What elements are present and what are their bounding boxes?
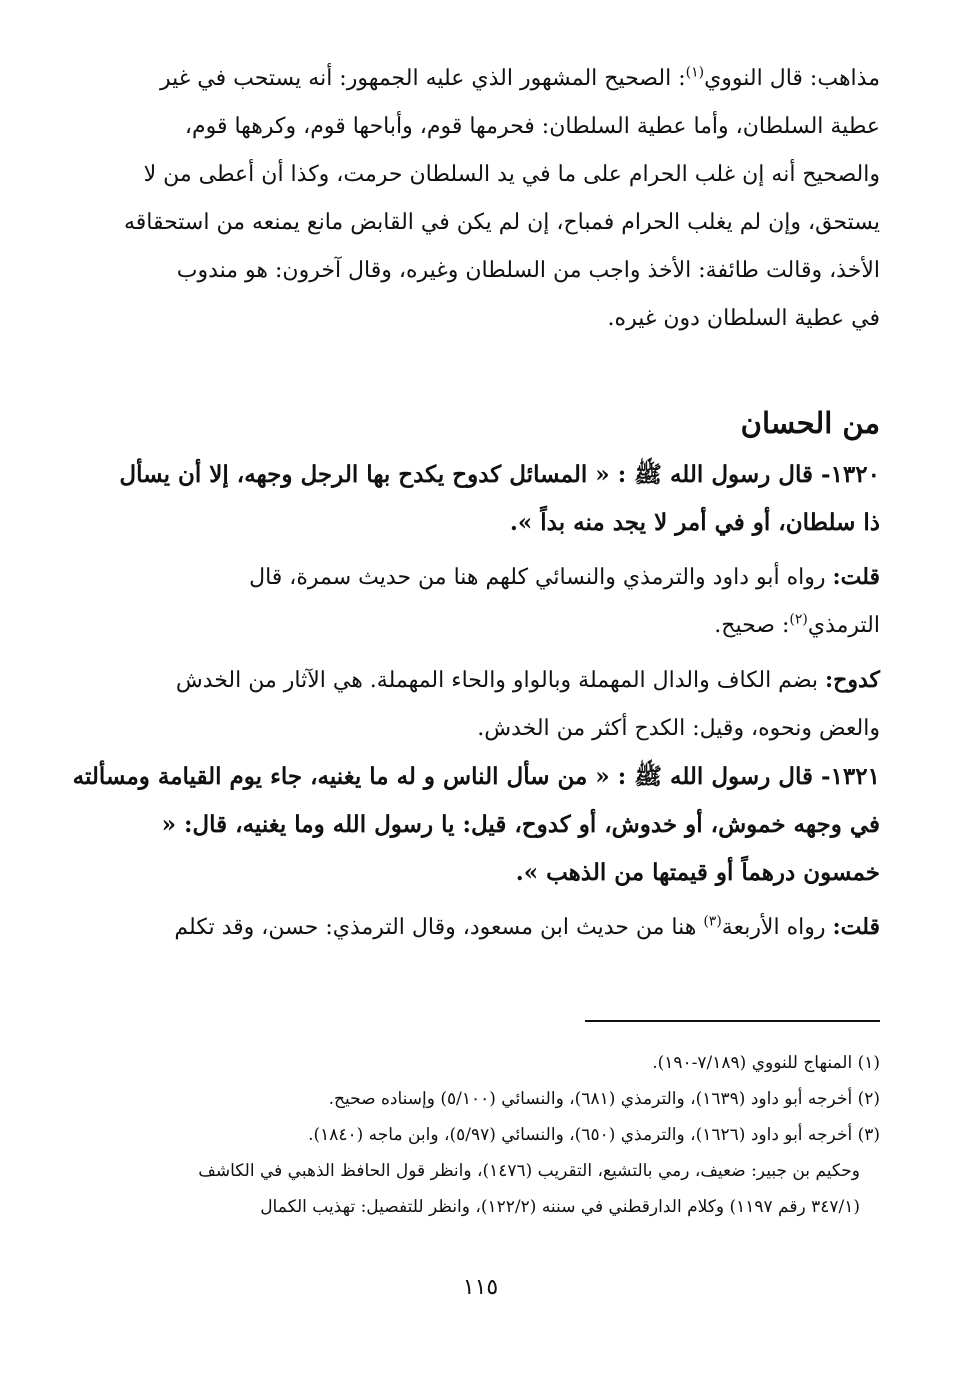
text-line: عطية السلطان، وأما عطية السلطان: فحرمها قوم، وأباحها قوم، وكرهها قوم، [184,114,880,139]
hadith-line: خمسون درهماً أو قيمتها من الذهب ». [515,859,880,886]
hadith-line: في وجهه خموش، أو خدوش، أو كدوح، قيل: يا رسول الله وما يغنيه، قال: « [161,811,880,838]
hadith-1320 [100,451,880,547]
text-line: والصحيح أنه إن غلب الحرام على ما في يد السلطان حرمت، وكذا أن أعطى من لا [143,162,880,187]
comment-keyword: قلت: [832,914,880,940]
page-number: ١١٥ [462,1275,499,1300]
footnote-ref[interactable]: (١) [685,64,705,81]
text-line: قلت: رواه الأربعة$^{(٣)}$ هنا من حديث ابن مسعود، وقال الترمذي: حسن، وقد تكلم [174,913,880,940]
footnote-ref[interactable]: (٣) [703,913,722,930]
comment-1321 [100,903,880,952]
hadith-line: ١٣٢١- قال رسول الله ﷺ : « من سأل الناس و له ما يغنيه، جاء يوم القيامة ومسألته [72,763,880,790]
footnote-ref[interactable]: (٢) [789,611,808,628]
text-line: مذاهب: قال النووي$^{(١)}$: الصحيح المشهور الذي عليه الجمهور: أنه يستحب في غير [159,64,880,91]
footnote-2: (٢) أخرجه أبو داود (١٦٣٩)، والترمذي (٦٨١)، والنسائي (٥/١٠٠) وإسناده صحيح. [328,1089,880,1109]
footnote-divider [585,1020,880,1022]
footnote-3: (٣) أخرجه أبو داود (١٦٢٦)، والترمذي (٦٥٠)، والنسائي (٥/٩٧)، وابن ماجه (١٨٤٠). [308,1125,880,1145]
text-line: الأخذ، وقالت طائفة: الأخذ واجب من السلطان وغيره، وقال آخرون: هو مندوب [176,258,880,283]
page-body [72,55,880,952]
hadith-line: ذا سلطان، أو في أمر لا يجد منه بداً ». [509,509,880,536]
text-line: كدوح: بضم الكاف والدال المهملة وبالواو والحاء المهملة. هي الآثار من الخدش [175,667,880,693]
kudooh-note [100,656,880,753]
footnote-3-continued: (٣٤٧/١ رقم ١١٩٧) وكلام الدارقطني في سننه (١٢٢/٢)، وانظر للتفصيل: تهذيب الكمال [260,1197,860,1217]
footnote-3-continued: وحكيم بن جبير: ضعيف، رمي بالتشيع، التقريب (١٤٧٦)، وانظر قول الحافظ الذهبي في الكاشف [198,1161,860,1181]
section-title: من الحسان [740,406,880,440]
hadith-1321 [72,753,880,897]
note-keyword: كدوح: [825,667,880,693]
comment-keyword: قلت: [832,564,880,590]
text-line: قلت: رواه أبو داود والترمذي والنسائي كلهم هنا من حديث سمرة، قال [249,564,880,590]
comment-1320 [100,553,880,650]
footnotes [100,1045,880,1225]
text-line: في عطية السلطان دون غيره. [607,306,880,331]
intro-paragraph [100,55,880,343]
text-line: والعض ونحوه، وقيل: الكدح أكثر من الخدش. [477,716,880,741]
footnote-1: (١) المنهاج للنووي (٧/١٨٩-١٩٠). [652,1053,880,1073]
text-line: الترمذي$^{(٢)}$: صحيح. [714,611,880,638]
text-line: يستحق، وإن لم يغلب الحرام فمباح، إن لم يكن في القابض مانع يمنعه من استحقاقه [123,210,880,235]
hadith-line: ١٣٢٠- قال رسول الله ﷺ : « المسائل كدوح يكدح بها الرجل وجهه، إلا أن يسأل [119,461,880,488]
